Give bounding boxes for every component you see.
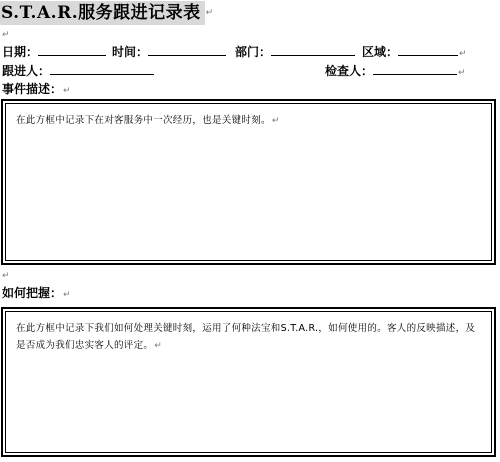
- follower-field: [2, 63, 154, 79]
- paragraph-mark-icon: ↵: [2, 30, 10, 40]
- event-description-text: 在此方框中记录下在对客服务中一次经历，也是关键时刻。: [16, 115, 271, 126]
- date-field: [2, 44, 106, 60]
- event-description-box[interactable]: [1, 99, 496, 265]
- handling-inner[interactable]: [5, 311, 492, 453]
- follower-blank[interactable]: [50, 63, 154, 75]
- form-row-follower-inspector: [2, 63, 500, 79]
- inspector-blank[interactable]: [373, 63, 457, 75]
- handling-text: 在此方框中记录下我们如何处理关键时刻，运用了何种法宝和S.T.A.R.，如何使用的。客人的反映描述，及是否成为我们忠实客人的评定。: [16, 323, 476, 351]
- paragraph-mark-icon: ↵: [271, 116, 280, 126]
- paragraph-mark-icon: ↵: [2, 271, 10, 281]
- department-blank[interactable]: [271, 44, 355, 56]
- paragraph-mark-icon: ↵: [458, 68, 466, 78]
- page-title: S.T.A.R.服务跟进记录表: [0, 1, 205, 25]
- event-description-label: 事件描述：: [2, 82, 63, 96]
- paragraph-mark-icon: ↵: [459, 49, 467, 59]
- time-blank[interactable]: [148, 44, 226, 56]
- paragraph-mark-icon: ↵: [63, 86, 71, 96]
- paragraph-mark-icon: ↵: [154, 341, 163, 351]
- form-row-date-time: [2, 44, 500, 60]
- department-label: 部门：: [235, 45, 272, 59]
- date-blank[interactable]: [38, 44, 106, 56]
- department-field: [235, 44, 355, 60]
- handling-label-row: [2, 285, 71, 303]
- inspector-field: [325, 63, 466, 81]
- event-description-inner[interactable]: [5, 103, 492, 261]
- region-blank[interactable]: [398, 44, 458, 56]
- event-description-label-row: [2, 81, 71, 99]
- follower-label: 跟进人：: [2, 64, 51, 78]
- region-label: 区域：: [362, 45, 399, 59]
- handling-box[interactable]: [1, 307, 496, 457]
- title-row: [0, 0, 213, 26]
- time-label: 时间：: [112, 45, 149, 59]
- paragraph-mark-icon: ↵: [205, 8, 214, 18]
- date-label: 日期：: [2, 45, 39, 59]
- time-field: [112, 44, 226, 60]
- inspector-label: 检查人：: [325, 64, 374, 78]
- handling-label: 如何把握：: [2, 286, 63, 300]
- region-field: [362, 44, 467, 62]
- paragraph-mark-icon: ↵: [63, 290, 71, 300]
